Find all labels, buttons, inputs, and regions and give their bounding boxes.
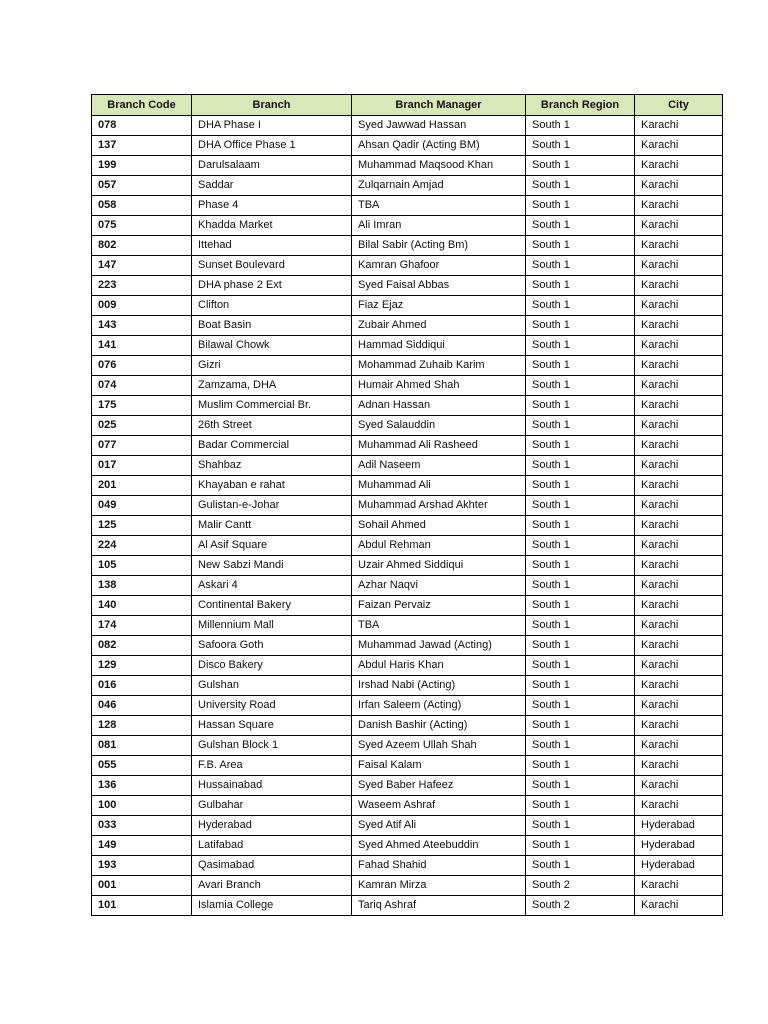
branch-cell: DHA phase 2 Ext <box>192 276 352 296</box>
branch-region-cell: South 1 <box>526 356 635 376</box>
branch-manager-cell: Muhammad Maqsood Khan <box>352 156 526 176</box>
branch-region-cell: South 1 <box>526 236 635 256</box>
branch-region-cell: South 1 <box>526 616 635 636</box>
city-cell: Karachi <box>635 256 723 276</box>
branch-code-cell: 049 <box>92 496 192 516</box>
branch-code-cell: 025 <box>92 416 192 436</box>
branch-region-cell: South 1 <box>526 676 635 696</box>
branch-manager-cell: Muhammad Jawad (Acting) <box>352 636 526 656</box>
table-row <box>92 576 723 596</box>
city-cell: Karachi <box>635 476 723 496</box>
table-row <box>92 636 723 656</box>
branch-code-cell: 149 <box>92 836 192 856</box>
table-row <box>92 376 723 396</box>
branch-cell: Phase 4 <box>192 196 352 216</box>
table-row <box>92 776 723 796</box>
table-row <box>92 556 723 576</box>
table-row <box>92 256 723 276</box>
branch-manager-cell: Uzair Ahmed Siddiqui <box>352 556 526 576</box>
branch-manager-cell: Kamran Ghafoor <box>352 256 526 276</box>
city-cell: Karachi <box>635 656 723 676</box>
branch-code-cell: 057 <box>92 176 192 196</box>
table-row <box>92 836 723 856</box>
branch-code-cell: 199 <box>92 156 192 176</box>
branch-cell: DHA Office Phase 1 <box>192 136 352 156</box>
branch-cell: Safoora Goth <box>192 636 352 656</box>
branch-cell: Darulsalaam <box>192 156 352 176</box>
branch-region-cell: South 1 <box>526 456 635 476</box>
branch-manager-cell: Zulqarnain Amjad <box>352 176 526 196</box>
branch-manager-cell: Muhammad Ali Rasheed <box>352 436 526 456</box>
city-cell: Karachi <box>635 556 723 576</box>
city-cell: Karachi <box>635 576 723 596</box>
branch-cell: Disco Bakery <box>192 656 352 676</box>
table-row <box>92 156 723 176</box>
branch-region-cell: South 1 <box>526 736 635 756</box>
branch-code-cell: 129 <box>92 656 192 676</box>
header-branch-manager: Branch Manager <box>352 95 526 116</box>
branch-code-cell: 016 <box>92 676 192 696</box>
branch-cell: Qasimabad <box>192 856 352 876</box>
branch-region-cell: South 1 <box>526 576 635 596</box>
branch-code-cell: 175 <box>92 396 192 416</box>
branch-manager-cell: Ali Imran <box>352 216 526 236</box>
branch-manager-cell: Humair Ahmed Shah <box>352 376 526 396</box>
branch-manager-cell: Syed Azeem Ullah Shah <box>352 736 526 756</box>
city-cell: Karachi <box>635 196 723 216</box>
city-cell: Karachi <box>635 216 723 236</box>
branch-table <box>91 94 723 916</box>
header-row <box>92 95 723 116</box>
branch-manager-cell: TBA <box>352 616 526 636</box>
branch-cell: Islamia College <box>192 896 352 916</box>
branch-region-cell: South 1 <box>526 756 635 776</box>
branch-cell: Clifton <box>192 296 352 316</box>
branch-cell: Avari Branch <box>192 876 352 896</box>
branch-code-cell: 078 <box>92 116 192 136</box>
branch-code-cell: 147 <box>92 256 192 276</box>
branch-code-cell: 076 <box>92 356 192 376</box>
table-row <box>92 296 723 316</box>
branch-code-cell: 074 <box>92 376 192 396</box>
table-row <box>92 736 723 756</box>
city-cell: Karachi <box>635 236 723 256</box>
branch-code-cell: 105 <box>92 556 192 576</box>
branch-code-cell: 224 <box>92 536 192 556</box>
city-cell: Karachi <box>635 516 723 536</box>
branch-code-cell: 143 <box>92 316 192 336</box>
branch-manager-cell: Tariq Ashraf <box>352 896 526 916</box>
branch-code-cell: 140 <box>92 596 192 616</box>
city-cell: Karachi <box>635 676 723 696</box>
branch-code-cell: 101 <box>92 896 192 916</box>
branch-manager-cell: Syed Faisal Abbas <box>352 276 526 296</box>
branch-code-cell: 082 <box>92 636 192 656</box>
table-row <box>92 436 723 456</box>
branch-code-cell: 193 <box>92 856 192 876</box>
branch-cell: Latifabad <box>192 836 352 856</box>
branch-cell: Malir Cantt <box>192 516 352 536</box>
branch-region-cell: South 1 <box>526 636 635 656</box>
branch-cell: Al Asif Square <box>192 536 352 556</box>
branch-manager-cell: Syed Ahmed Ateebuddin <box>352 836 526 856</box>
city-cell: Karachi <box>635 116 723 136</box>
city-cell: Karachi <box>635 776 723 796</box>
table-row <box>92 196 723 216</box>
branch-manager-cell: Faisal Kalam <box>352 756 526 776</box>
header-branch-code: Branch Code <box>92 95 192 116</box>
table-row <box>92 876 723 896</box>
branch-region-cell: South 1 <box>526 836 635 856</box>
table-row <box>92 216 723 236</box>
branch-cell: Gulshan <box>192 676 352 696</box>
city-cell: Karachi <box>635 396 723 416</box>
branch-region-cell: South 1 <box>526 296 635 316</box>
branch-cell: Gulbahar <box>192 796 352 816</box>
branch-region-cell: South 1 <box>526 696 635 716</box>
branch-cell: Hussainabad <box>192 776 352 796</box>
city-cell: Karachi <box>635 356 723 376</box>
table-row <box>92 276 723 296</box>
city-cell: Karachi <box>635 876 723 896</box>
branch-manager-cell: Faizan Pervaiz <box>352 596 526 616</box>
branch-region-cell: South 1 <box>526 376 635 396</box>
branch-manager-cell: Syed Atif Ali <box>352 816 526 836</box>
branch-region-cell: South 2 <box>526 896 635 916</box>
branch-region-cell: South 1 <box>526 556 635 576</box>
table-row <box>92 696 723 716</box>
branch-manager-cell: Fahad Shahid <box>352 856 526 876</box>
branch-region-cell: South 1 <box>526 396 635 416</box>
branch-code-cell: 174 <box>92 616 192 636</box>
city-cell: Karachi <box>635 896 723 916</box>
branch-region-cell: South 1 <box>526 656 635 676</box>
branch-cell: Zamzama, DHA <box>192 376 352 396</box>
branch-cell: Shahbaz <box>192 456 352 476</box>
branch-manager-cell: Adnan Hassan <box>352 396 526 416</box>
branch-cell: Muslim Commercial Br. <box>192 396 352 416</box>
branch-manager-cell: Irshad Nabi (Acting) <box>352 676 526 696</box>
table-row <box>92 856 723 876</box>
branch-code-cell: 033 <box>92 816 192 836</box>
branch-code-cell: 055 <box>92 756 192 776</box>
branch-cell: Khayaban e rahat <box>192 476 352 496</box>
branch-manager-cell: Hammad Siddiqui <box>352 336 526 356</box>
branch-cell: Continental Bakery <box>192 596 352 616</box>
city-cell: Karachi <box>635 276 723 296</box>
table-row <box>92 236 723 256</box>
table-row <box>92 356 723 376</box>
branch-code-cell: 128 <box>92 716 192 736</box>
branch-cell: 26th Street <box>192 416 352 436</box>
city-cell: Karachi <box>635 796 723 816</box>
branch-region-cell: South 1 <box>526 716 635 736</box>
branch-code-cell: 058 <box>92 196 192 216</box>
branch-cell: Gulistan-e-Johar <box>192 496 352 516</box>
branch-manager-cell: Muhammad Arshad Akhter <box>352 496 526 516</box>
branch-region-cell: South 1 <box>526 416 635 436</box>
table-row <box>92 676 723 696</box>
branch-manager-cell: Sohail Ahmed <box>352 516 526 536</box>
branch-manager-cell: Muhammad Ali <box>352 476 526 496</box>
table-row <box>92 336 723 356</box>
table-row <box>92 456 723 476</box>
table-row <box>92 716 723 736</box>
branch-region-cell: South 1 <box>526 256 635 276</box>
city-cell: Karachi <box>635 376 723 396</box>
table-row <box>92 656 723 676</box>
city-cell: Karachi <box>635 496 723 516</box>
branch-region-cell: South 1 <box>526 496 635 516</box>
table-row <box>92 896 723 916</box>
branch-code-cell: 017 <box>92 456 192 476</box>
branch-manager-cell: Danish Bashir (Acting) <box>352 716 526 736</box>
table-row <box>92 756 723 776</box>
branch-cell: Gulshan Block 1 <box>192 736 352 756</box>
branch-cell: Sunset Boulevard <box>192 256 352 276</box>
table-row <box>92 176 723 196</box>
city-cell: Karachi <box>635 156 723 176</box>
branch-manager-cell: Irfan Saleem (Acting) <box>352 696 526 716</box>
branch-manager-cell: Syed Salauddin <box>352 416 526 436</box>
table-row <box>92 316 723 336</box>
table-row <box>92 616 723 636</box>
city-cell: Karachi <box>635 136 723 156</box>
table-body <box>92 116 723 916</box>
branch-code-cell: 009 <box>92 296 192 316</box>
branch-manager-cell: Zubair Ahmed <box>352 316 526 336</box>
branch-manager-cell: Adil Naseem <box>352 456 526 476</box>
branch-region-cell: South 1 <box>526 216 635 236</box>
city-cell: Karachi <box>635 316 723 336</box>
table-row <box>92 396 723 416</box>
branch-manager-cell: Fiaz Ejaz <box>352 296 526 316</box>
branch-code-cell: 136 <box>92 776 192 796</box>
city-cell: Karachi <box>635 716 723 736</box>
city-cell: Karachi <box>635 296 723 316</box>
branch-region-cell: South 1 <box>526 476 635 496</box>
branch-region-cell: South 1 <box>526 276 635 296</box>
branch-code-cell: 125 <box>92 516 192 536</box>
branch-code-cell: 001 <box>92 876 192 896</box>
branch-code-cell: 141 <box>92 336 192 356</box>
city-cell: Karachi <box>635 616 723 636</box>
table-row <box>92 496 723 516</box>
branch-manager-cell: Azhar Naqvi <box>352 576 526 596</box>
table-row <box>92 536 723 556</box>
branch-code-cell: 802 <box>92 236 192 256</box>
city-cell: Karachi <box>635 696 723 716</box>
branch-region-cell: South 1 <box>526 196 635 216</box>
branch-region-cell: South 1 <box>526 516 635 536</box>
branch-code-cell: 137 <box>92 136 192 156</box>
branch-cell: Hassan Square <box>192 716 352 736</box>
branch-manager-cell: Mohammad Zuhaib Karim <box>352 356 526 376</box>
city-cell: Karachi <box>635 176 723 196</box>
branch-cell: University Road <box>192 696 352 716</box>
city-cell: Karachi <box>635 456 723 476</box>
branch-code-cell: 081 <box>92 736 192 756</box>
branch-manager-cell: Waseem Ashraf <box>352 796 526 816</box>
city-cell: Hyderabad <box>635 836 723 856</box>
table-row <box>92 136 723 156</box>
branch-manager-cell: Bilal Sabir (Acting Bm) <box>352 236 526 256</box>
header-branch: Branch <box>192 95 352 116</box>
table-row <box>92 416 723 436</box>
branch-manager-cell: Abdul Haris Khan <box>352 656 526 676</box>
city-cell: Karachi <box>635 736 723 756</box>
branch-cell: New Sabzi Mandi <box>192 556 352 576</box>
table-row <box>92 796 723 816</box>
branch-manager-cell: Abdul Rehman <box>352 536 526 556</box>
branch-code-cell: 077 <box>92 436 192 456</box>
branch-region-cell: South 1 <box>526 776 635 796</box>
branch-region-cell: South 1 <box>526 436 635 456</box>
header-branch-region: Branch Region <box>526 95 635 116</box>
branch-manager-cell: Ahsan Qadir (Acting BM) <box>352 136 526 156</box>
branch-code-cell: 223 <box>92 276 192 296</box>
branch-cell: Askari 4 <box>192 576 352 596</box>
branch-region-cell: South 1 <box>526 336 635 356</box>
table-row <box>92 116 723 136</box>
branch-region-cell: South 1 <box>526 796 635 816</box>
table-row <box>92 516 723 536</box>
branch-region-cell: South 1 <box>526 176 635 196</box>
branch-region-cell: South 1 <box>526 156 635 176</box>
branch-cell: Badar Commercial <box>192 436 352 456</box>
table-row <box>92 476 723 496</box>
branch-cell: Hyderabad <box>192 816 352 836</box>
branch-code-cell: 201 <box>92 476 192 496</box>
city-cell: Hyderabad <box>635 856 723 876</box>
branch-region-cell: South 1 <box>526 116 635 136</box>
branch-code-cell: 100 <box>92 796 192 816</box>
branch-region-cell: South 1 <box>526 596 635 616</box>
table-row <box>92 816 723 836</box>
header-city: City <box>635 95 723 116</box>
city-cell: Karachi <box>635 336 723 356</box>
city-cell: Karachi <box>635 536 723 556</box>
city-cell: Karachi <box>635 756 723 776</box>
table-header <box>92 95 723 116</box>
branch-cell: Saddar <box>192 176 352 196</box>
branch-manager-cell: Syed Jawwad Hassan <box>352 116 526 136</box>
branch-code-cell: 075 <box>92 216 192 236</box>
branch-region-cell: South 1 <box>526 856 635 876</box>
branch-manager-cell: Kamran Mirza <box>352 876 526 896</box>
branch-region-cell: South 1 <box>526 316 635 336</box>
branch-cell: Millennium Mall <box>192 616 352 636</box>
branch-region-cell: South 1 <box>526 536 635 556</box>
branch-region-cell: South 2 <box>526 876 635 896</box>
city-cell: Karachi <box>635 596 723 616</box>
branch-manager-cell: TBA <box>352 196 526 216</box>
city-cell: Karachi <box>635 636 723 656</box>
branch-cell: F.B. Area <box>192 756 352 776</box>
branch-cell: Gizri <box>192 356 352 376</box>
branch-region-cell: South 1 <box>526 136 635 156</box>
branch-region-cell: South 1 <box>526 816 635 836</box>
city-cell: Hyderabad <box>635 816 723 836</box>
table-row <box>92 596 723 616</box>
city-cell: Karachi <box>635 416 723 436</box>
branch-code-cell: 138 <box>92 576 192 596</box>
branch-manager-cell: Syed Baber Hafeez <box>352 776 526 796</box>
branch-cell: DHA Phase I <box>192 116 352 136</box>
branch-cell: Bilawal Chowk <box>192 336 352 356</box>
branch-code-cell: 046 <box>92 696 192 716</box>
city-cell: Karachi <box>635 436 723 456</box>
branch-cell: Khadda Market <box>192 216 352 236</box>
branch-cell: Ittehad <box>192 236 352 256</box>
branch-cell: Boat Basin <box>192 316 352 336</box>
